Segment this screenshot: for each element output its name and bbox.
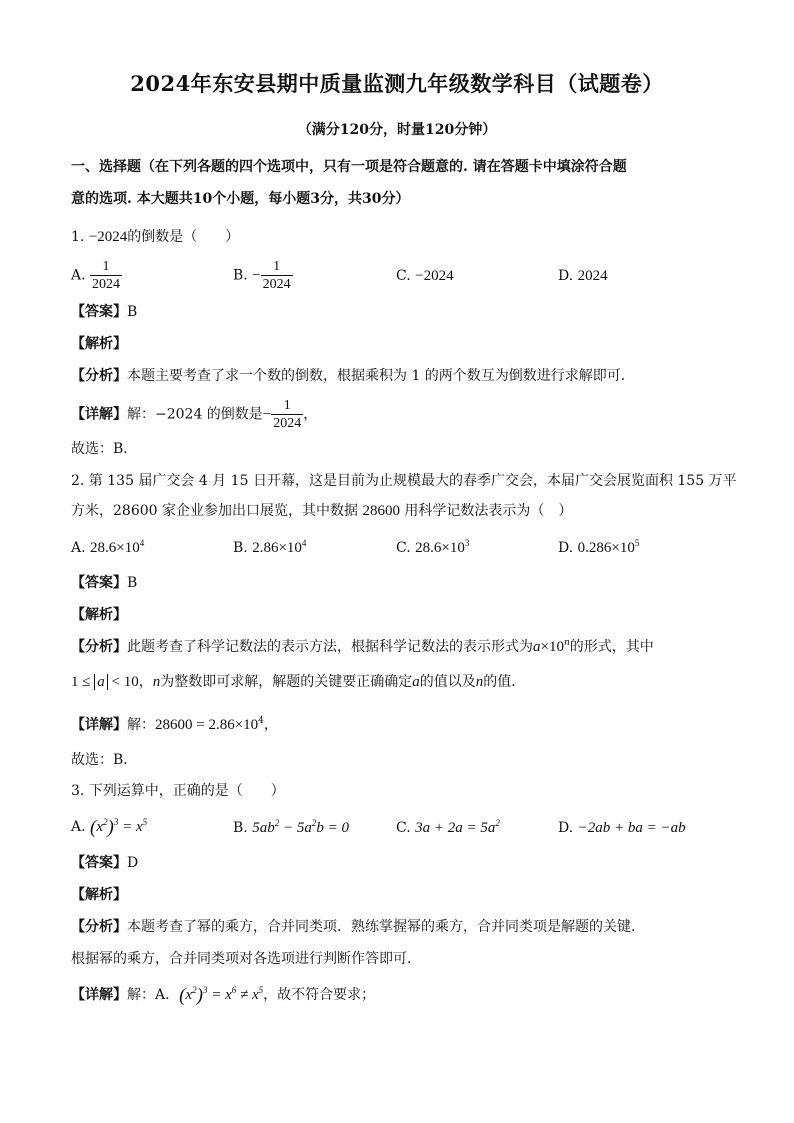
q2-detail [71, 715, 278, 735]
q1-detail-neg: − [262, 406, 272, 423]
q2-cond-text2: 的值以及 [419, 674, 476, 690]
q1-detail-text: −2024 的倒数是 [155, 406, 263, 423]
q2-option-a-label: A. [71, 540, 86, 556]
q2-option-a [71, 538, 144, 558]
q2-stem-line2-pre: 方米，28600 家企业参加出口展览，其中数据 [71, 503, 363, 519]
answer-label: 【答案】 [71, 575, 127, 591]
q2-stem-line1: 2. 第 135 届广交会 4 月 15 日开幕，这是目前为止规模最大的春季广交会，本届广交会展览面积 155 万平 [71, 473, 737, 489]
page-title: 2024年东安县期中质量监测九年级数学科目（试题卷） [130, 71, 664, 96]
q3-analysis-text1: 本题考查了幂的乘方，合并同类项．熟练掌握幂的乘方，合并同类项是解题的关键． [127, 919, 645, 935]
comma: ， [138, 674, 153, 690]
fraction-denominator: 2024 [92, 277, 121, 292]
detail-jie: 解： [127, 717, 155, 733]
q3-detail-x: x [185, 987, 193, 1003]
q3-option-b [233, 818, 349, 838]
q2-b-base: 2.86×10 [252, 540, 302, 556]
q3-option-a-label: A. [71, 819, 86, 835]
q3-stem: 3. 下列运算中，正确的是（ ） [71, 783, 285, 799]
q3-b-part1: 5ab [252, 820, 275, 836]
q2-d-exp: 5 [634, 538, 640, 548]
q2-option-d-value [578, 540, 640, 556]
section-instruction-line2: 意的选项. 本大题共10个小题，每小题3分，共30分） [71, 191, 410, 207]
q3-a-x: x [96, 819, 104, 835]
choice-label: 故选： [71, 752, 113, 768]
q3-detail-a: A． [155, 987, 180, 1003]
q1-stem-rest: 的倒数是（ ） [127, 229, 240, 245]
q3-analysis-line1 [71, 917, 645, 937]
q3-analysis-line2: 根据幂的乘方，合并同类项对各选项进行判断作答即可． [71, 951, 421, 967]
q2-answer [71, 573, 137, 593]
analysis-label: 【分析】 [71, 639, 127, 655]
q2-cond-right: < 10 [107, 674, 139, 690]
q2-analysis-line1 [71, 637, 654, 657]
q3-detail-rhs-exp: 6 [231, 985, 237, 995]
q2-c-exp: 3 [464, 538, 470, 548]
q3-option-c [396, 818, 500, 838]
q2-cond-n2: n [475, 674, 484, 690]
q3-option-c-value [415, 820, 500, 836]
q3-detail-expr: $(x^2)^3 = x^6 \ne x^5$ [179, 985, 264, 1006]
q2-cond-n: n [152, 674, 161, 690]
q2-analysis-title: 【解析】 [71, 607, 127, 623]
q1-answer [71, 302, 137, 322]
q3-b-exp2: 2 [311, 818, 317, 828]
q2-option-b-value [252, 540, 306, 556]
q2-choice-value: B． [113, 752, 138, 768]
q1-expr: −2024 [88, 229, 128, 245]
q1-option-b [233, 258, 293, 293]
q1-option-d-value: 2024 [577, 268, 608, 284]
detail-jie: 解： [127, 987, 155, 1003]
q3-b-part2: − 5a [279, 820, 312, 836]
q2-analysis-post: 的形式，其中 [569, 639, 654, 655]
q1-stem [71, 227, 239, 247]
q2-option-c-label: C. [396, 540, 411, 556]
q2-d-base: 0.286×10 [577, 540, 635, 556]
q1-option-a-fraction [90, 258, 122, 293]
q2-analysis-line2 [71, 672, 525, 692]
q1-option-a-label: A. [71, 267, 86, 284]
fraction-numerator: 1 [273, 259, 281, 274]
q2-option-a-value [90, 540, 144, 556]
q3-option-d-value: −2ab + ba = −ab [577, 820, 686, 836]
answer-label: 【答案】 [71, 855, 127, 871]
q3-detail-out: 3 [202, 985, 208, 995]
q3-detail-rhs: = x [207, 987, 232, 1003]
analysis-label: 【分析】 [71, 919, 127, 935]
q3-detail-ne-exp: 5 [258, 985, 264, 995]
q1-answer-value: B [127, 304, 138, 320]
q2-cond-text1: 为整数即可求解，解题的关键要正确确定 [160, 674, 413, 690]
q2-option-b [233, 538, 306, 558]
page-subtitle: （满分120分，时量120分钟） [297, 122, 497, 138]
q3-answer-value: D [127, 855, 139, 871]
q2-option-d [558, 538, 639, 558]
q3-detail-ne: ≠ x [236, 987, 259, 1003]
q3-a-out: 3 [113, 817, 119, 827]
q1-option-b-fraction [261, 258, 293, 293]
q2-detail-exp: 4 [258, 716, 264, 726]
q1-option-c-value: −2024 [415, 268, 454, 284]
detail-jie: 解： [127, 406, 155, 423]
q3-option-d [558, 818, 686, 838]
q2-detail-expr: 28600 = 2.86×10 [155, 717, 259, 733]
q1-choice-value: B． [113, 441, 138, 457]
q3-b-exp1: 2 [274, 818, 280, 828]
q2-stem-line2-post: 用科学记数法表示为（ ） [399, 503, 573, 519]
q1-analysis-title: 【解析】 [71, 336, 127, 352]
q2-cond-a: a [94, 674, 108, 690]
q2-option-c [396, 538, 469, 558]
q2-stem-number: 28600 [362, 503, 400, 519]
q3-option-b-label: B. [233, 820, 248, 836]
q2-cond-text3: 的值． [483, 674, 526, 690]
comma: ， [263, 717, 278, 733]
q2-analysis-pre: 此题考查了科学记数法的表示方法，根据科学记数法的表示形式为 [127, 639, 533, 655]
q2-option-d-label: D. [558, 540, 574, 556]
q2-stem-line2 [71, 501, 572, 521]
detail-label: 【详解】 [71, 406, 127, 423]
q3-c-exp: 2 [495, 818, 500, 828]
q1-option-b-neg: − [252, 267, 261, 284]
q3-c-expr: 3a + 2a = 5a [415, 820, 496, 836]
q3-detail [71, 985, 375, 1006]
q2-cond-a2: a [412, 674, 420, 690]
q2-cond-left: 1 ≤ [71, 674, 95, 690]
q1-option-b-label: B. [233, 267, 248, 284]
choice-label: 故选： [71, 441, 113, 457]
q2-form-times: ×10 [540, 639, 564, 655]
fraction-numerator: 1 [283, 398, 291, 413]
q3-option-d-label: D. [558, 820, 574, 836]
q3-a-rhs: x [135, 819, 143, 835]
q1-analysis-text: 本题主要考查了求一个数的倒数，根据乘积为 1 的两个数互为倒数进行求解即可． [127, 368, 635, 384]
q2-a-exp: 4 [139, 538, 145, 548]
q2-option-b-label: B. [233, 540, 248, 556]
q2-option-c-value [415, 540, 469, 556]
q2-form-n: n [563, 638, 570, 648]
analysis-label: 【分析】 [71, 368, 127, 384]
q1-option-d [558, 266, 608, 286]
detail-label: 【详解】 [71, 987, 127, 1003]
q1-option-d-label: D. [558, 268, 574, 284]
q2-choice [71, 750, 137, 770]
answer-label: 【答案】 [71, 304, 127, 320]
q3-option-a-value: $(x^2)^3 = x^5$ [90, 817, 148, 838]
q3-a-eq: = [118, 819, 136, 835]
q2-b-exp: 4 [301, 538, 307, 548]
section-instruction-line1: 一、选择题（在下列各题的四个选项中，只有一项是符合题意的. 请在答题卡中填涂符合题 [71, 159, 627, 175]
q3-detail-in: 2 [192, 985, 197, 995]
q3-option-a [71, 817, 147, 838]
q3-b-part3: b = 0 [316, 820, 349, 836]
q1-choice [71, 439, 137, 459]
fraction-numerator: 1 [102, 259, 110, 274]
q1-analysis [71, 366, 635, 386]
q3-analysis-title: 【解析】 [71, 887, 127, 903]
q1-option-c-label: C. [396, 268, 411, 284]
q2-answer-value: B [127, 575, 138, 591]
q2-c-base: 28.6×10 [415, 540, 465, 556]
q3-detail-post: ，故不符合要求； [263, 987, 376, 1003]
comma: ， [303, 406, 318, 423]
q3-a-in: 2 [103, 817, 108, 827]
q1-detail [71, 397, 317, 432]
q3-answer [71, 853, 138, 873]
q1-number: 1. [71, 229, 85, 245]
fraction-denominator: 2024 [273, 416, 302, 431]
fraction-denominator: 2024 [262, 277, 291, 292]
q1-detail-fraction [271, 397, 303, 432]
q1-option-c [396, 266, 454, 286]
q2-form-a: a [533, 639, 541, 655]
q1-option-a [71, 258, 122, 293]
q3-a-rhs-exp: 5 [142, 817, 148, 827]
detail-label: 【详解】 [71, 717, 127, 733]
q3-option-c-label: C. [396, 820, 411, 836]
q2-a-base: 28.6×10 [90, 540, 140, 556]
q3-option-b-value [252, 820, 349, 836]
